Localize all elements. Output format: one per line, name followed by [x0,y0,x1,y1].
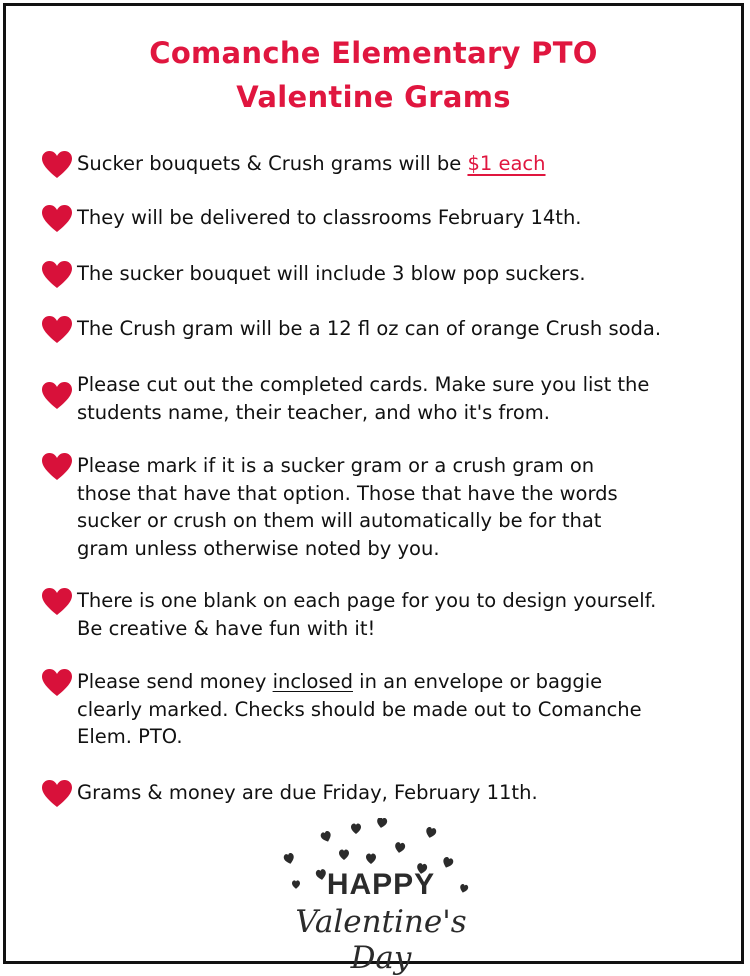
item-text: Please send money [77,670,273,693]
heart-icon [41,668,73,698]
heart-icon [41,260,73,290]
title-line-2: Valentine Grams [236,80,511,114]
heart-icon [41,452,73,482]
heart-icon [41,587,73,617]
underlined-word: inclosed [272,670,353,693]
heart-icon [41,381,73,411]
item-text: They will be delivered to classrooms February 14th. [77,206,582,229]
title-line-1: Comanche Elementary PTO [149,36,598,70]
item-text: Please mark if it is a sucker gram or a crush gram on those that have that option. Those that have the words sucker or crush on them will automatically be for that gram unless otherwise noted by you. [77,454,618,560]
happy-valentines-ornament [276,818,486,976]
valentines-day-text: Valentine's Day [295,904,467,976]
item-text: There is one blank on each page for you to design yourself. Be creative & have fun with it! [77,589,657,640]
heart-icon [41,315,73,345]
price-highlight: $1 each [467,152,546,175]
item-text: Sucker bouquets & Crush grams will be [77,152,468,175]
happy-text: HAPPY [326,868,436,901]
item-text: Please cut out the completed cards. Make sure you list the students name, their teacher, and who it's from. [77,373,650,424]
heart-icon [41,779,73,809]
item-text: in an envelope or baggie clearly marked. Checks should be made out to Comanche Elem. PTO. [77,670,642,748]
heart-icon [41,150,73,180]
item-text: The sucker bouquet will include 3 blow pop suckers. [77,262,586,285]
heart-icon [41,204,73,234]
item-text: The Crush gram will be a 12 fl oz can of orange Crush soda. [77,317,662,340]
item-text: Grams & money are due Friday, February 11th. [77,781,538,804]
flyer-page [3,3,744,976]
